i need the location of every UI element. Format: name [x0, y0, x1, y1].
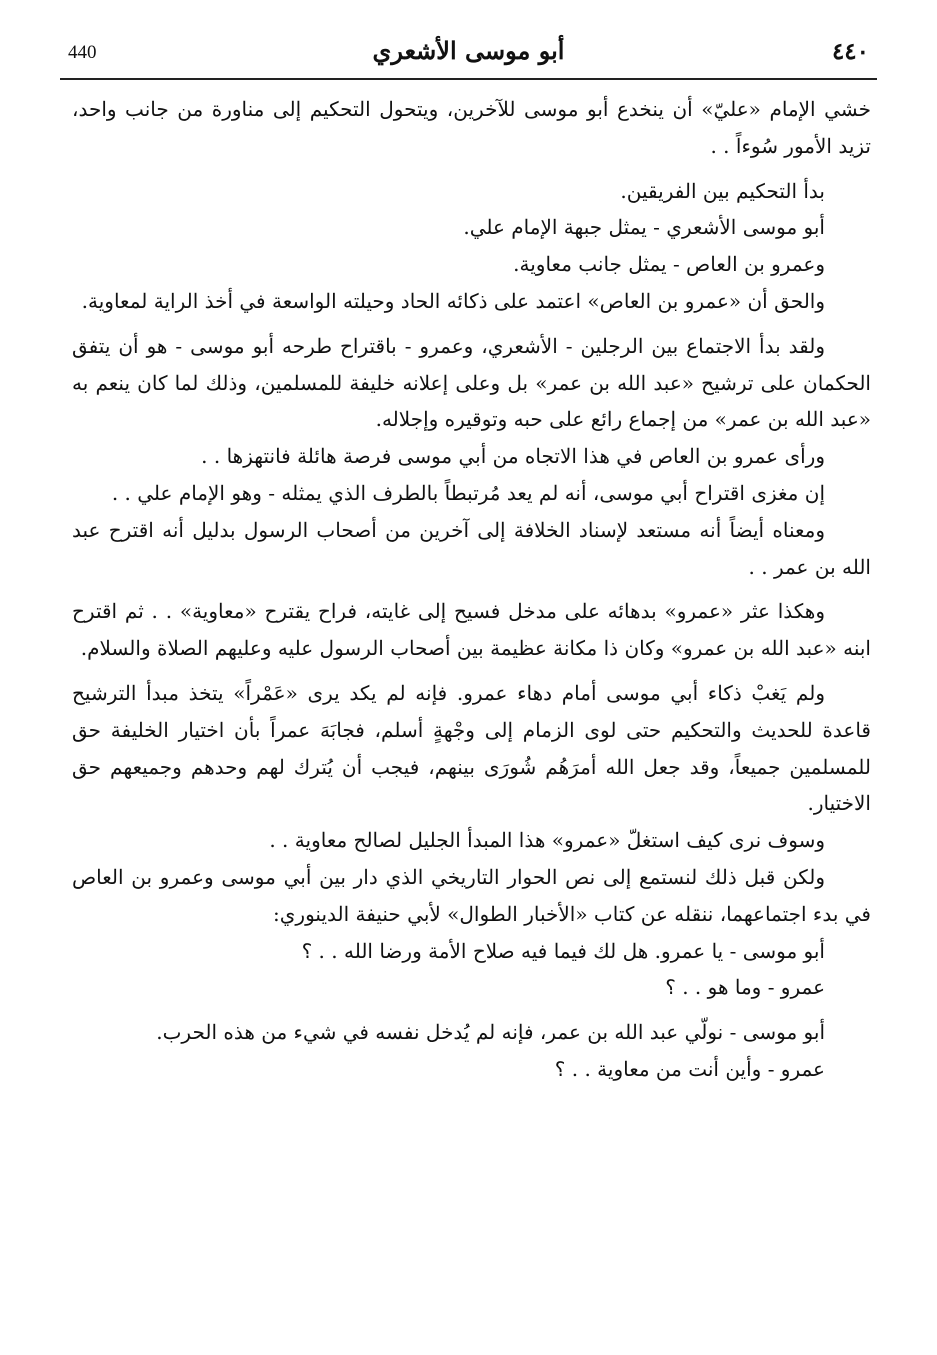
page-number-arabic: ٤٤٠ — [831, 38, 869, 65]
paragraph: أبو موسى الأشعري - يمثل جبهة الإمام علي. — [463, 215, 825, 240]
paragraph: والحق أن «عمرو بن العاص» اعتمد على ذكائه الحاد وحيلته الواسعة في أخذ الراية لمعاوية. — [81, 288, 825, 313]
paragraph: خشي الإمام «عليّ» أن ينخدع أبو موسى للآخرين، ويتحول التحكيم إلى مناورة من جانب واحد، تزيد الأمور سُوءاً . . — [72, 97, 871, 158]
page-number-latin: 440 — [68, 42, 97, 63]
paragraph: ومعناه أيضاً أنه مستعد لإسناد الخلافة إلى آخرين من أصحاب الرسول بدليل أنه اقترح عبد الله بن عمر . . — [72, 517, 871, 579]
page-header — [60, 34, 877, 80]
paragraph: إن مغزى اقتراح أبي موسى، أنه لم يعد مُرتبطاً بالطرف الذي يمثله - وهو الإمام علي . . — [111, 480, 825, 505]
paragraph: وعمرو بن العاص - يمثل جانب معاوية. — [513, 252, 825, 277]
paragraph: ولكن قبل ذلك لنستمع إلى نص الحوار التاريخي الذي دار بين أبي موسى وعمرو بن العاص في بدء اجتماعهما، ننقله عن كتاب «الأخبار الطوال» لأبي حنيفة الدينوري: — [72, 864, 871, 926]
dialogue-line: عمرو - وما هو . . ؟ — [665, 975, 825, 1000]
body-text — [72, 91, 871, 1088]
paragraph: ورأى عمرو بن العاص في هذا الاتجاه من أبي موسى فرصة هائلة فانتهزها . . — [201, 444, 825, 469]
dialogue-line: أبو موسى - يا عمرو. هل لك فيما فيه صلاح الأمة ورضا الله . . ؟ — [301, 938, 825, 963]
paragraph: وهكذا عثر «عمرو» بدهائه على مدخل فسيح إلى غايته، فراح يقترح «معاوية» . . ثم اقترح ابنه «عبد الله بن عمرو» وكان ذا مكانة عظيمة بين أصحاب الرسول عليه وعليهم الصلاة والسلام. — [72, 599, 871, 661]
dialogue-line: عمرو - وأين أنت من معاوية . . ؟ — [554, 1056, 825, 1081]
paragraph: ولم يَغبْ ذكاء أبي موسى أمام دهاء عمرو. فإنه لم يكد يرى «عَمْراً» يتخذ مبدأ الترشيح قاعدة للحديث والتحكيم حتى لوى الزمام إلى وجْهةٍ أسلم، فجابَهَ عمراً بأن اختيار الخليفة حق للمسلمين جميعاً، وقد جعل الله أمرَهُم شُورَى بينهم، فيجب أن يُترك لهم وحدهم وجميعهم حق الاختيار. — [72, 680, 871, 816]
paragraph: بدأ التحكيم بين الفريقين. — [620, 178, 825, 203]
paragraph: وسوف نرى كيف استغلّ «عمرو» هذا المبدأ الجليل لصالح معاوية . . — [269, 828, 825, 853]
paragraph: ولقد بدأ الاجتماع بين الرجلين - الأشعري، وعمرو - باقتراح طرحه أبو موسى - هو أن يتفق الحكمان على ترشيح «عبد الله بن عمر» بل وعلى إعلانه خليفة للمسلمين، وذلك لما كان ينعم به «عبد الله بن عمر» من إجماع رائع على حبه وتوقيره وإجلاله. — [72, 333, 871, 432]
running-title: أبو موسى الأشعري — [372, 36, 565, 65]
dialogue-line: أبو موسى - نولّي عبد الله بن عمر، فإنه لم يُدخل نفسه في شيء من هذه الحرب. — [156, 1020, 825, 1045]
header-rule — [60, 78, 877, 80]
